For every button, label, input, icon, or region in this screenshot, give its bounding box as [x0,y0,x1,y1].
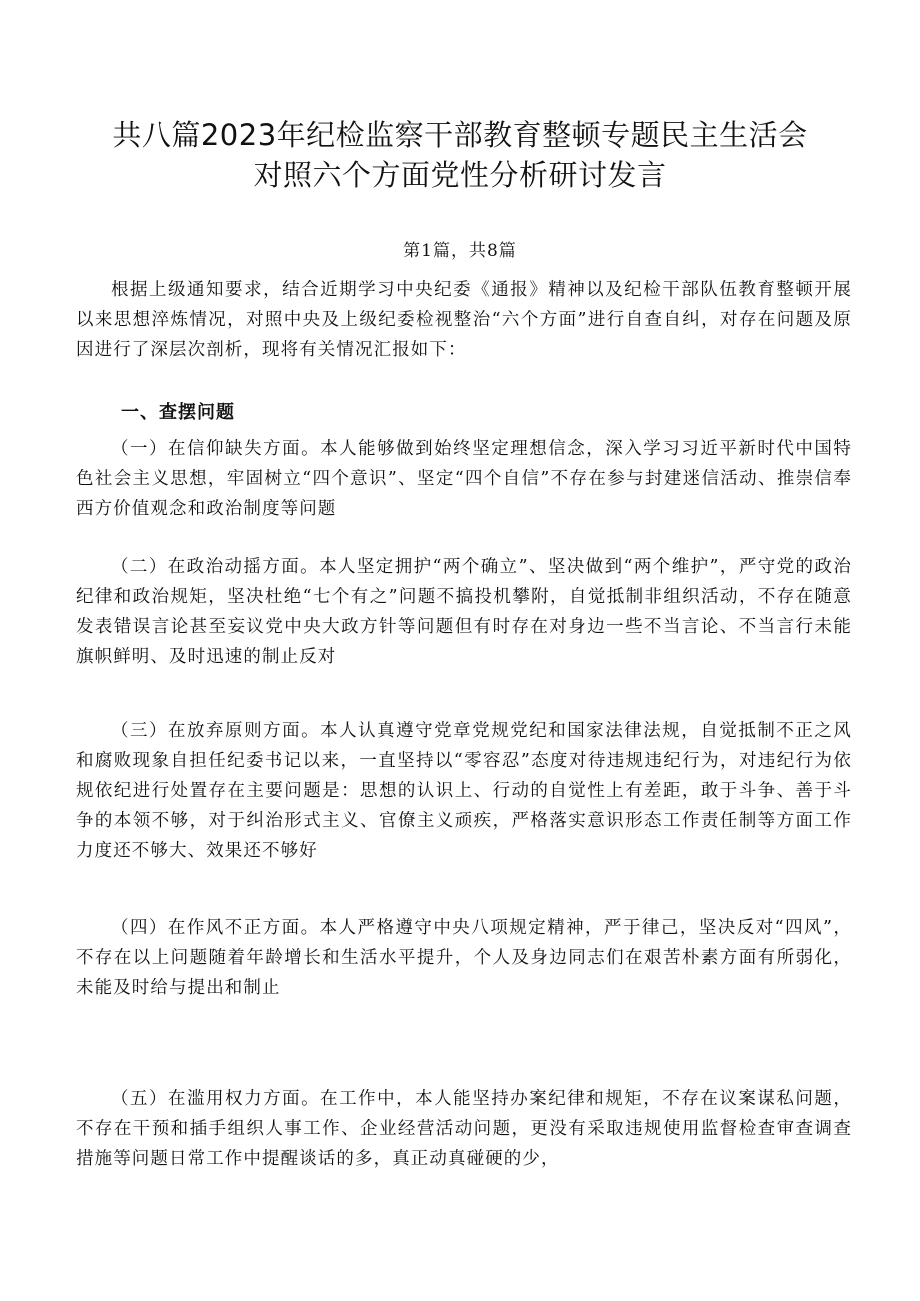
document-title-line-1: 共八篇2023年纪检监察干部教育整顿专题民主生活会 [112,118,808,152]
document-title-line-2: 对照六个方面党性分析研讨发言 [253,158,667,192]
paragraph-principle: （三）在放弃原则方面。本人认真遵守党章党规党纪和国家法律法规，自觉抵制不正之风和腐败现象自担任纪委书记以来，一直坚持以“零容忍”态度对待违规违纪行为，对违纪行为依规依纪进行处置存在主要问题是：思想的认识上、行动的自觉性上有差距，敢于斗争、善于斗争的本领不够，对于纠治形式主义、官僚主义顽疾，严格落实意识形态工作责任制等方面工作力度还不够大、效果还不够好 [76,721,852,861]
intro-paragraph: 根据上级通知要求，结合近期学习中央纪委《通报》精神以及纪检干部队伍教育整顿开展以来思想淬炼情况，对照中央及上级纪委检视整治“六个方面”进行自查自纠，对存在问题及原因进行了深层次剖析，现将有关情况汇报如下： [76,280,852,360]
paragraph-politics: （二）在政治动摇方面。本人坚定拥护“两个确立”、坚决做到“两个维护”，严守党的政治纪律和政治规矩，坚决杜绝“七个有之”问题不搞投机攀附，自觉抵制非组织活动，不存在随意发表错误言论甚至妄议党中央大政方针等问题但有时存在对身边一些不当言论、不当言行未能旗帜鲜明、及时迅速的制止反对 [76,557,852,667]
paragraph-faith: （一）在信仰缺失方面。本人能够做到始终坚定理想信念，深入学习习近平新时代中国特色社会主义思想，牢固树立“四个意识”、坚定“四个自信”不存在参与封建迷信活动、推崇信奉西方价值观念和政治制度等问题 [76,439,852,519]
part-label: 第1篇，共8篇 [403,241,517,261]
paragraph-conduct: （四）在作风不正方面。本人严格遵守中央八项规定精神，严于律己，坚决反对“四风”，不存在以上问题随着年龄增长和生活水平提升，个人及身边同志们在艰苦朴素方面有所弱化，未能及时给与提出和制止 [76,918,852,998]
section-heading: 一、查摆问题 [121,402,235,423]
paragraph-power: （五）在滥用权力方面。在工作中，本人能坚持办案纪律和规矩，不存在议案谋私问题，不存在干预和插手组织人事工作、企业经营活动问题，更没有采取违规使用监督检查审查调查措施等问题日常工作中提醒谈话的多，真正动真碰硬的少， [76,1089,852,1169]
